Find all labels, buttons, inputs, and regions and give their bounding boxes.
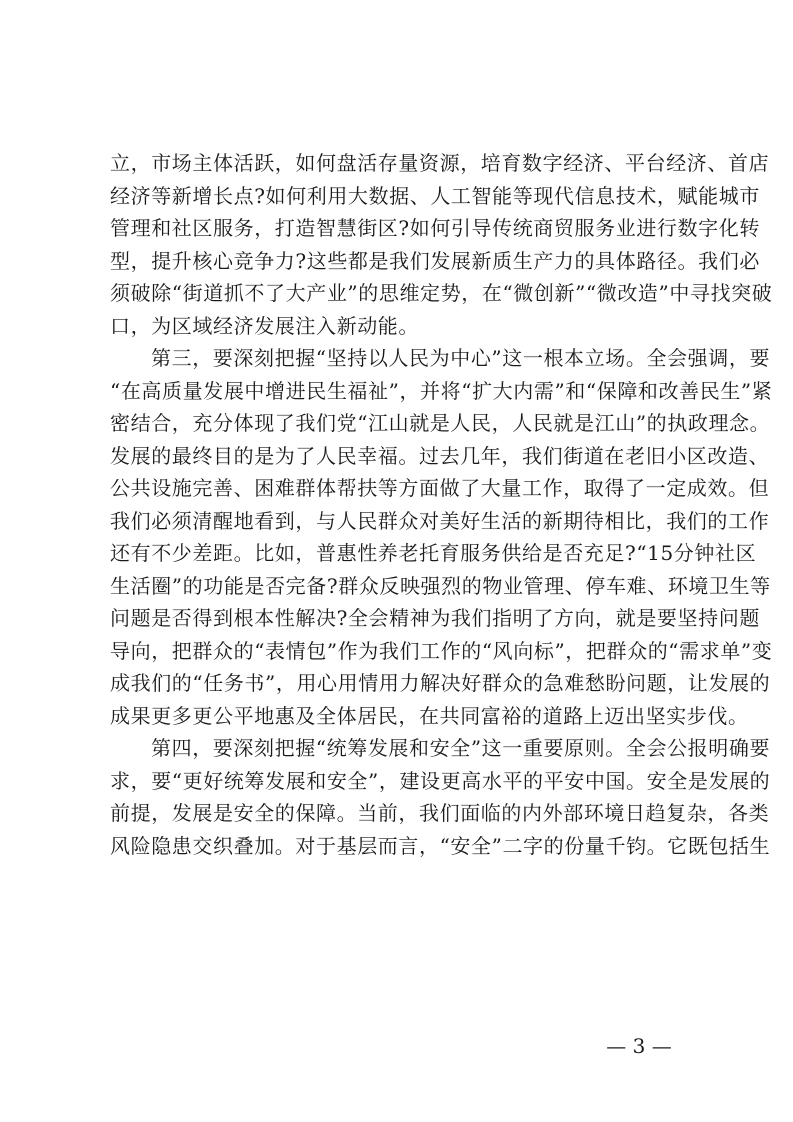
text-line: 生活圈”的功能是否完备?群众反映强烈的物业管理、停车难、环境卫生等 (110, 573, 771, 598)
text-line: 公共设施完善、困难群体帮扶等方面做了大量工作，取得了一定成效。但 (110, 476, 770, 500)
text-line: 还有不少差距。比如，普惠性养老托育服务供给是否充足?“15分钟社区 (110, 541, 757, 565)
text-line: “在高质量发展中增进民生福祉”，并将“扩大内需”和“保障和改善民生”紧 (110, 378, 773, 403)
text-line-paragraph-end: 成果更多更公平地惠及全体居民，在共同富裕的道路上迈出坚实步伐。 (110, 703, 749, 728)
text-line-paragraph-end: 口，为区域经济发展注入新动能。 (110, 313, 419, 338)
text-line: 导向，把群众的“表情包”作为我们工作的“风向标”，把群众的“需求单”变 (110, 638, 773, 663)
text-line-paragraph-start: 第四，要深刻把握“统筹发展和安全”这一重要原则。全会公报明确要 (151, 736, 771, 760)
text-line: 前提，发展是安全的保障。当前，我们面临的内外部环境日趋复杂，各类 (110, 801, 770, 825)
text-line: 成我们的“任务书”，用心用情用力解决好群众的急难愁盼问题，让发展的 (110, 671, 771, 695)
text-line: 密结合，充分体现了我们党“江山就是人民，人民就是江山”的执政理念。 (110, 411, 771, 435)
text-line: 风险隐患交织叠加。对于基层而言，“安全”二字的份量千钧。它既包括生 (110, 833, 771, 858)
text-line: 发展的最终目的是为了人民幸福。过去几年，我们街道在老旧小区改造、 (110, 443, 770, 468)
page-number: — 3 — (606, 1034, 672, 1058)
text-line: 立，市场主体活跃，如何盘活存量资源，培育数字经济、平台经济、首店 (110, 151, 770, 175)
text-line: 我们必须清醒地看到，与人民群众对美好生活的新期待相比，我们的工作 (110, 508, 770, 533)
text-line: 经济等新增长点?如何利用大数据、人工智能等现代信息技术，赋能城市 (110, 183, 760, 208)
document-body (110, 147, 773, 862)
text-line: 管理和社区服务，打造智慧街区?如何引导传统商贸服务业进行数字化转 (110, 216, 760, 240)
text-line: 求，要“更好统筹发展和安全”，建设更高水平的平安中国。安全是发展的 (110, 768, 771, 793)
text-line: 型，提升核心竞争力?这些都是我们发展新质生产力的具体路径。我们必 (110, 248, 760, 273)
text-line-paragraph-start: 第三，要深刻把握“坚持以人民为中心”这一根本立场。全会强调，要 (151, 346, 771, 370)
text-line: 须破除“街道抓不了大产业”的思维定势，在“微创新”“微改造”中寻找突破 (110, 281, 773, 305)
text-line: 问题是否得到根本性解决?全会精神为我们指明了方向，就是要坚持问题 (110, 606, 760, 630)
